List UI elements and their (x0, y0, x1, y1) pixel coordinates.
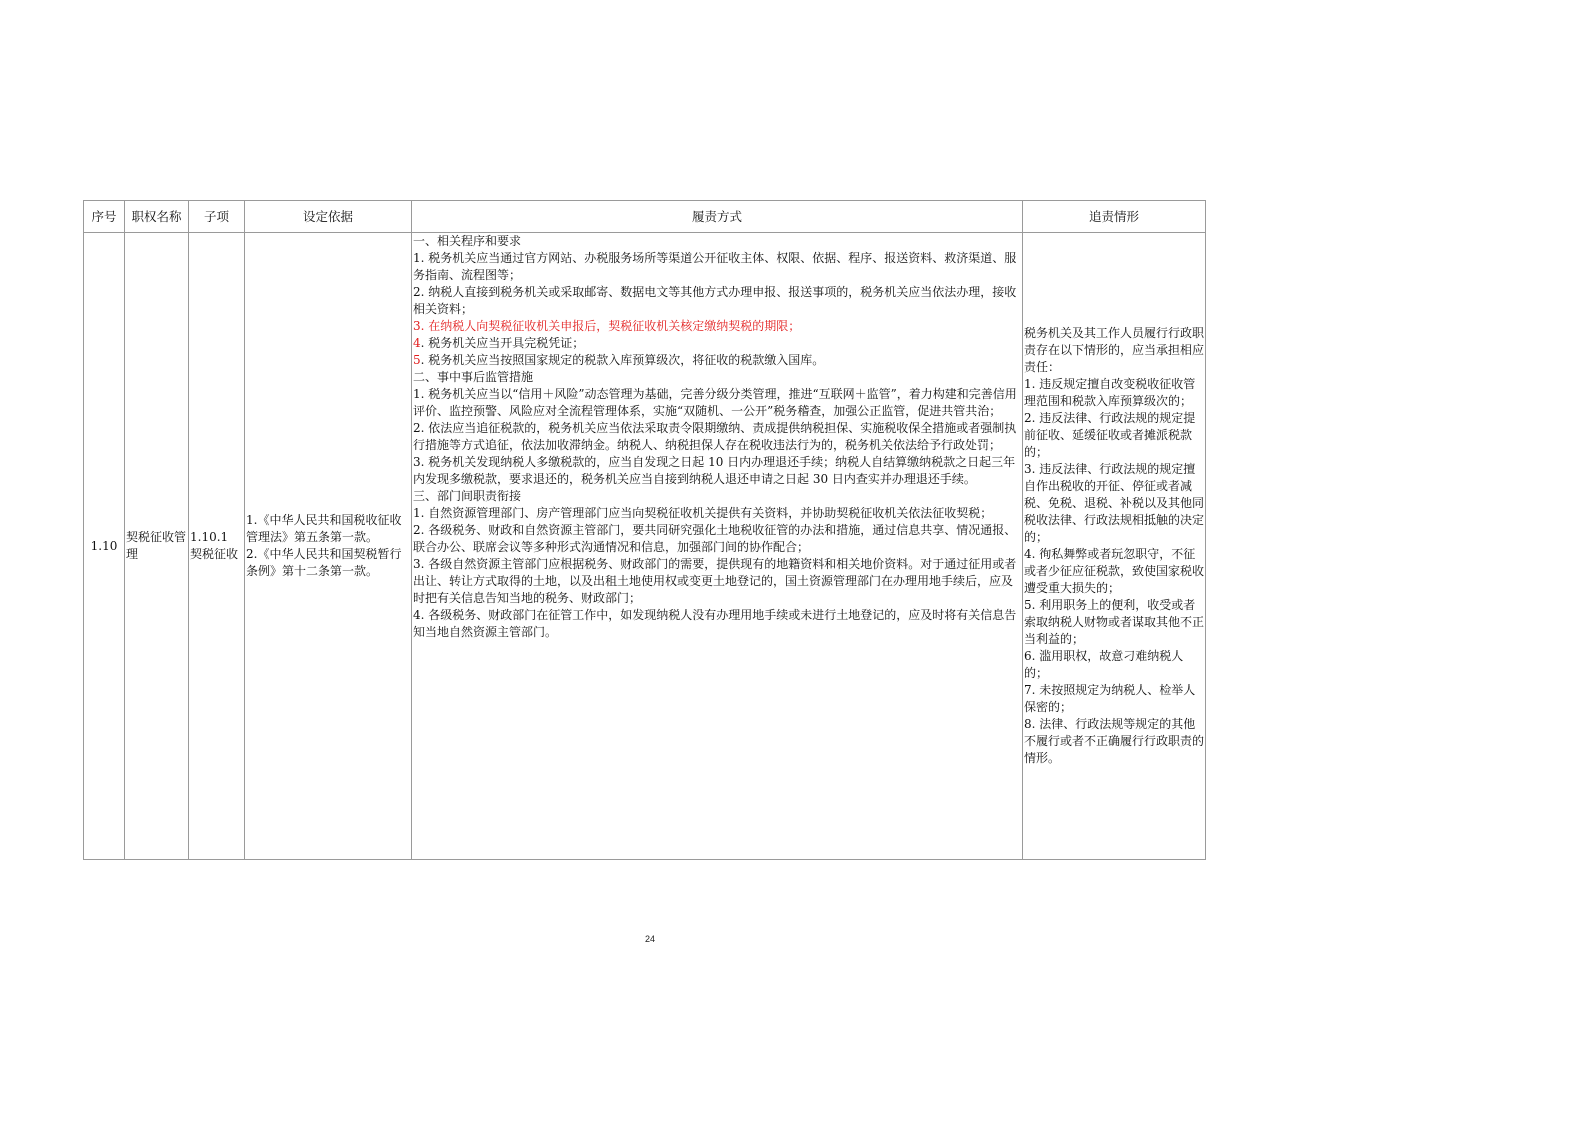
method-section-title: 一、相关程序和要求 (413, 234, 522, 248)
accountability-intro: 税务机关及其工作人员履行行政职责存在以下情形的，应当承担相应责任： (1024, 326, 1205, 374)
header-accountability: 追责情形 (1023, 201, 1206, 233)
accountability-item: 7. 未按照规定为纳税人、检举人保密的； (1024, 683, 1196, 714)
accountability-item: 6. 滥用职权，故意刁难纳税人的； (1024, 649, 1184, 680)
method-item: 1. 自然资源管理部门、房产管理部门应当向契税征收机关提供有关资料，并协助契税征收机关依法征收契税； (413, 506, 993, 520)
accountability-item: 3. 违反法律、行政法规的规定擅自作出税收的开征、停征或者减税、免税、退税、补税以及其他同税收法律、行政法规相抵触的决定的； (1024, 462, 1205, 544)
header-basis: 设定依据 (245, 201, 412, 233)
accountability-item: 8. 法律、行政法规等规定的其他不履行或者不正确履行行政职责的情形。 (1024, 717, 1205, 765)
cell-accountability (1023, 233, 1206, 860)
method-item-text: . 税务机关应当开具完税凭证； (420, 336, 585, 350)
header-seq: 序号 (84, 201, 125, 233)
header-method: 履责方式 (412, 201, 1023, 233)
cell-sub-item: 1.10.1 契税征收 (189, 233, 245, 860)
method-item-highlighted: 3. 在纳税人向契税征收机关申报后，契税征收机关核定缴纳契税的期限； (413, 319, 801, 333)
accountability-item: 5. 利用职务上的便利，收受或者索取纳税人财物或者谋取其他不正当利益的； (1024, 598, 1205, 646)
method-item-text: . 税务机关应当按照国家规定的税款入库预算级次，将征收的税款缴入国库。 (420, 353, 825, 367)
method-item (413, 335, 1021, 352)
method-item: 4. 各级税务、财政部门在征管工作中，如发现纳税人没有办理用地手续或未进行土地登记的，应及时将有关信息告知当地自然资源主管部门。 (413, 608, 1017, 639)
cell-power-name: 契税征收管理 (125, 233, 189, 860)
method-item-number: 5 (413, 353, 421, 367)
header-power-name: 职权名称 (125, 201, 189, 233)
cell-seq: 1.10 (84, 233, 125, 860)
duty-table (83, 200, 1206, 860)
cell-basis (245, 233, 412, 860)
table-header-row (84, 201, 1206, 233)
method-item: 2. 各级税务、财政和自然资源主管部门，要共同研究强化土地税收征管的办法和措施，通过信息共享、情况通报、联合办公、联席会议等多种形式沟通情况和信息，加强部门间的协作配合； (413, 523, 1017, 554)
method-item: 1. 税务机关应当以“信用＋风险”动态管理为基础，完善分级分类管理，推进“互联网＋监管”，着力构建和完善信用评价、监控预警、风险应对全流程管理体系，实施“双随机、一公开”税务稽查，加强公正监管，促进共管共治； (413, 387, 1017, 418)
accountability-item: 1. 违反规定擅自改变税收征收管理范围和税款入库预算级次的； (1024, 377, 1196, 408)
method-item: 2. 依法应当追征税款的，税务机关应当依法采取责令限期缴纳、责成提供纳税担保、实施税收保全措施或者强制执行措施等方式追征，依法加收滞纳金。纳税人、纳税担保人存在税收违法行为的，税务机关依法给予行政处罚； (413, 421, 1017, 452)
accountability-item: 4. 徇私舞弊或者玩忽职守，不征或者少征应征税款，致使国家税收遭受重大损失的； (1024, 547, 1205, 595)
method-item: 3. 各级自然资源主管部门应根据税务、财政部门的需要，提供现有的地籍资料和相关地价资料。对于通过征用或者出让、转让方式取得的土地，以及出租土地使用权或变更土地登记的，国土资源管理部门在办理用地手续后，应及时把有关信息告知当地的税务、财政部门； (413, 557, 1017, 605)
accountability-item: 2. 违反法律、行政法规的规定提前征收、延缓征收或者摊派税款的； (1024, 411, 1196, 459)
basis-item: 2.《中华人民共和国契税暂行条例》第十二条第一款。 (246, 547, 402, 578)
table-row (84, 233, 1206, 860)
method-item (413, 352, 1021, 369)
method-item: 1. 税务机关应当通过官方网站、办税服务场所等渠道公开征收主体、权限、依据、程序、报送资料、救济渠道、服务指南、流程图等； (413, 251, 1017, 282)
method-section-title: 二、事中事后监管措施 (413, 370, 534, 384)
cell-method (412, 233, 1023, 860)
method-item: 3. 税务机关发现纳税人多缴税款的，应当自发现之日起 10 日内办理退还手续；纳税人自结算缴纳税款之日起三年内发现多缴税款，要求退还的，税务机关应当自接到纳税人退还申请之日起 30 日内查实并办理退还手续。 (413, 455, 1016, 486)
basis-item: 1.《中华人民共和国税收征收管理法》第五条第一款。 (246, 513, 402, 544)
method-item: 2. 纳税人直接到税务机关或采取邮寄、数据电文等其他方式办理申报、报送事项的，税务机关应当依法办理，接收相关资料； (413, 285, 1017, 316)
header-sub-item: 子项 (189, 201, 245, 233)
method-section-title: 三、部门间职责衔接 (413, 489, 522, 503)
method-item-number: 4 (413, 336, 421, 350)
page-number: 24 (644, 934, 655, 944)
